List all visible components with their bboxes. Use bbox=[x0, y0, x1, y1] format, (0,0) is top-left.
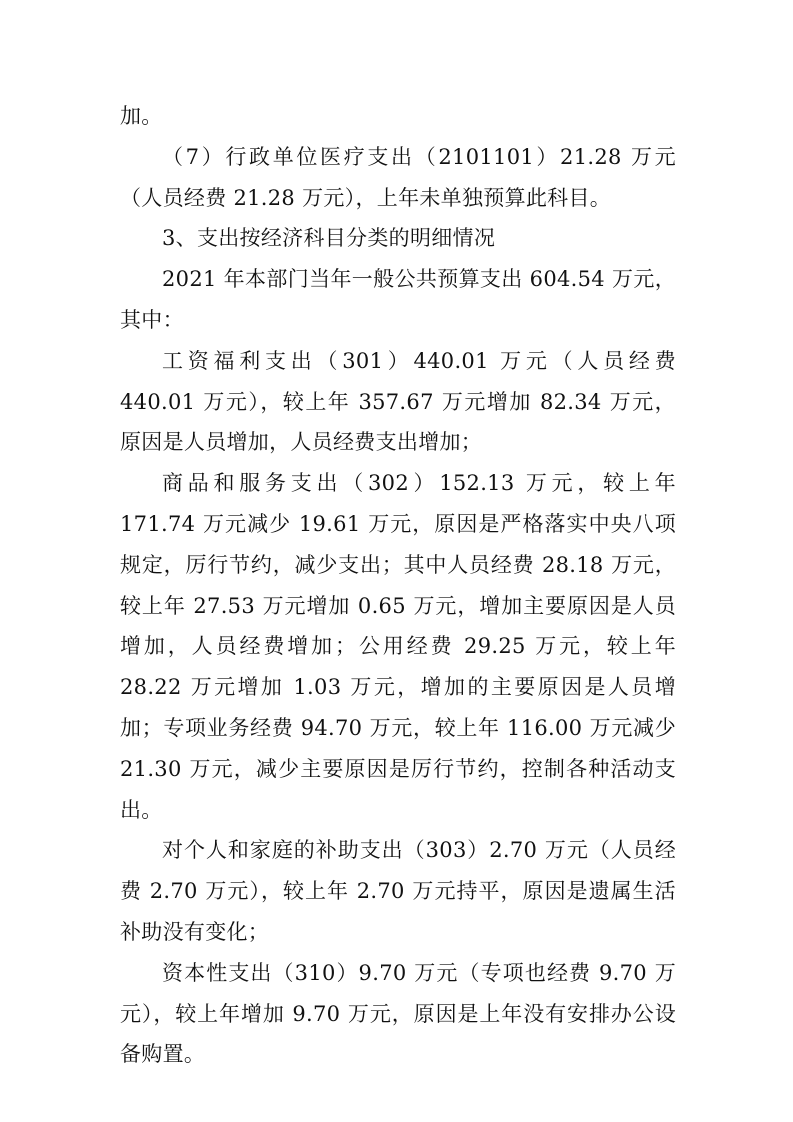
paragraph-household-subsidy: 对个人和家庭的补助支出（303）2.70 万元（人员经费 2.70 万元），较上年 2.70 万元持平，原因是遗属生活补助没有变化； bbox=[120, 838, 676, 944]
paragraph-capital-expenditure: 资本性支出（310）9.70 万元（专项也经费 9.70 万元），较上年增加 9.70 万元，原因是上年没有安排办公设备购置。 bbox=[120, 960, 676, 1067]
section-heading-economic-classification: 3、支出按经济科目分类的明细情况 bbox=[162, 226, 496, 251]
paragraph-wages-welfare: 工资福利支出（301）440.01 万元（人员经费 440.01 万元），较上年 357.67 万元增加 82.34 万元，原因是人员增加，人员经费支出增加； bbox=[120, 348, 676, 455]
body-text bbox=[120, 96, 676, 1075]
paragraph-goods-services: 商品和服务支出（302）152.13 万元，较上年 171.74 万元减少 19.61 万元，原因是严格落实中央八项规定，厉行节约，减少支出；其中人员经费 28.18 万元，较上年 27.53 万元增加 0.65 万元，增加主要原因是人员增加，人员经费增加；公用经费 29.25 万元，较上年 28.22 万元增加 1.03 万元，增加的主要原因是人员增加；专项业务经费 94.70 万元，较上年 116.00 万元减少 21.30 万元，减少主要原因是厉行节约，控制各种活动支出。 bbox=[120, 471, 676, 822]
paragraph-medical-expense: （7）行政单位医疗支出（2101101）21.28 万元（人员经费 21.28 万元），上年未单独预算此科目。 bbox=[120, 144, 676, 210]
paragraph-continuation: 加。 bbox=[120, 104, 163, 128]
paragraph-total-expenditure: 2021 年本部门当年一般公共预算支出 604.54 万元，其中： bbox=[120, 267, 676, 332]
